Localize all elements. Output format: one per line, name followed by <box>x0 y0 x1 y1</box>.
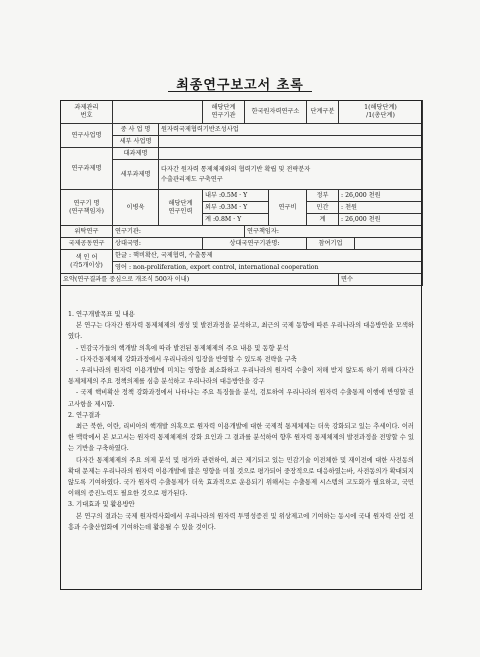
cost-gov-label: 정부 <box>307 190 339 202</box>
summary-body <box>60 309 422 533</box>
proj-detail-line2: 수출관리제도 구축연구 <box>161 175 223 183</box>
dept-value: 한국원자력연구소 <box>245 101 307 124</box>
summary-paragraph: - 국제 핵비확산 정책 강화과정에서 나타나는 주요 특징들을 분석, 검토하여 우리나라의 원자력 수출통제 이행에 반영할 권고사항을 제시함. <box>68 389 414 408</box>
summary-paragraph: - 민감국가들의 핵개발 의혹에 따라 발전된 통제체제의 주요 내용 및 동향 분석 <box>76 344 289 352</box>
cost-gov-value: : 26,000 천원 <box>339 190 423 202</box>
summary-paragraph: 본 연구의 결과는 국제 원자력사회에서 우리나라의 원자력 투명성증진 및 위상제고에 기여하는 동시에 국내 원자력 산업 진흥과 수출산업화에 기여하는데 활용될 수 있을 것이다. <box>68 512 414 531</box>
cost-priv-label: 민간 <box>307 202 339 214</box>
biz-label: 연구사업명 <box>61 124 113 148</box>
pi-label: 연구기 명 (연구책임자) <box>61 190 113 226</box>
dept-label: 해당단계 연구기관 <box>203 101 245 124</box>
keywords-ko-value: : 핵비확산, 국제협력, 수출통제 <box>128 251 213 259</box>
intl-label: 국제공동연구 <box>61 238 113 250</box>
staff-out-value: :0.3M · Y <box>218 203 248 211</box>
summary-paragraph: 본 연구는 다자간 원자력 통제체제의 생성 및 발전과정을 분석하고, 최근의 국제 동향에 따른 우리나라의 대응방안을 모색하였다. <box>68 322 414 341</box>
commission-org: 연구기관: <box>113 226 245 238</box>
commission-pi: 연구책임자: <box>245 226 423 238</box>
keywords-ko-label: 한글 <box>115 251 127 259</box>
staff-out-label: 외부 <box>205 203 217 211</box>
staff-total-value: :0.8M · Y <box>212 215 242 223</box>
summary-page-label: 면수 <box>339 274 423 286</box>
proj-detail-label: 세부과제명 <box>113 160 159 190</box>
stage-label: 단계구분 <box>307 101 339 124</box>
summary-paragraph: 1. 연구개발목표 및 내용 <box>68 311 135 318</box>
staff-total-label: 계 <box>205 215 211 223</box>
summary-paragraph: - 다자간통제체제 강화과정에서 우리나라의 입장을 반영할 수 있도록 전략을 구축 <box>76 355 297 363</box>
cost-total-label: 계 <box>307 214 339 226</box>
commission-label: 위탁연구 <box>61 226 113 238</box>
pi-value: 이병욱 <box>113 190 159 226</box>
staff-label: 해당단계 연구인력 <box>159 190 203 226</box>
biz-mid-value: 원자력국제협력기반조성사업 <box>159 124 423 136</box>
project-no-label: 과제관리 번호 <box>61 101 113 124</box>
keywords-label: 색 인 어 (각5개이상) <box>61 250 113 274</box>
cost-label: 연구비 <box>269 190 307 226</box>
summary-paragraph: - 우리나라의 원자력 이용개발에 미치는 영향을 최소화하고 우리나라의 원자력 수출이 저해 받지 않도록 하기 위해 다자간 통제체제의 주요 정책의제를 심층 분석하고 우리나라의 대응방안을 강구 <box>68 367 414 386</box>
proj-detail-line1: 다자간 원자력 통제체제와의 협력기반 확립 및 전략분자 <box>161 165 311 173</box>
intl-country: 상대국명: <box>113 238 203 250</box>
intl-org: 상대국연구기관명: <box>203 238 307 250</box>
staff-in-value: :0.5M · Y <box>218 191 248 199</box>
staff-in-label: 내부 <box>205 191 217 199</box>
cost-total-value: : 26,000 천원 <box>339 214 423 226</box>
summary-label: 요약(연구결과를 중심으로 개조식 500자 이내) <box>61 274 339 286</box>
keywords-en-value: : non-proliferation, export control, international cooperation <box>128 263 319 271</box>
biz-sub-label: 세부 사업명 <box>113 136 159 148</box>
summary-paragraph: 다자간 통제체제의 주요 의제 분석 및 평가와 관련하여, 최근 제기되고 있는 민감기술 이전체한 및 재이전에 대한 사전동의 확대 문제는 우리나라의 원자력 이용개발에 많은 영향을 미칠 것으로 평가되어 중장적으로 대응하였는바, 사전동의가 확대되지 않도록 기여하였다. 국가 원자력 수출통제가 더욱 효과적으로 운용되기 위해서는 수출통제 시스템의 고도화가 필요하고, 국민이해의 증진노력도 필요한 것으로 평가된다. <box>68 456 414 498</box>
summary-paragraph: 최근 북한, 이란, 리비아의 핵개발 의혹으로 원자력 이용개발에 대한 국제적 통제체제는 더욱 강화되고 있는 추세이다. 이러한 맥락에서 본 보고서는 원자력 통제체제의 강화 요인과 그 결과를 분석하여 향후 원자력 통제체제의 발전과정을 전망할 수 있는 기반을 구축하였다. <box>68 423 414 453</box>
summary-paragraph: 2. 연구결과 <box>68 411 101 419</box>
cost-priv-value: : 천원 <box>339 202 423 214</box>
participants-label: 참여기업 <box>307 238 355 250</box>
proj-label: 연구과제명 <box>61 148 113 190</box>
stage-value: 1(해당단계) /1(총단계) <box>339 101 423 124</box>
title-underline <box>168 91 312 92</box>
summary-paragraph: 3. 기대효과 및 활용방안 <box>68 501 135 509</box>
proj-big-label: 대과제명 <box>113 148 159 160</box>
report-title: 최종연구보고서 초록 <box>176 78 304 93</box>
biz-mid-label: 중 사 업 명 <box>113 124 159 136</box>
keywords-en-label: 영어 <box>115 263 127 271</box>
